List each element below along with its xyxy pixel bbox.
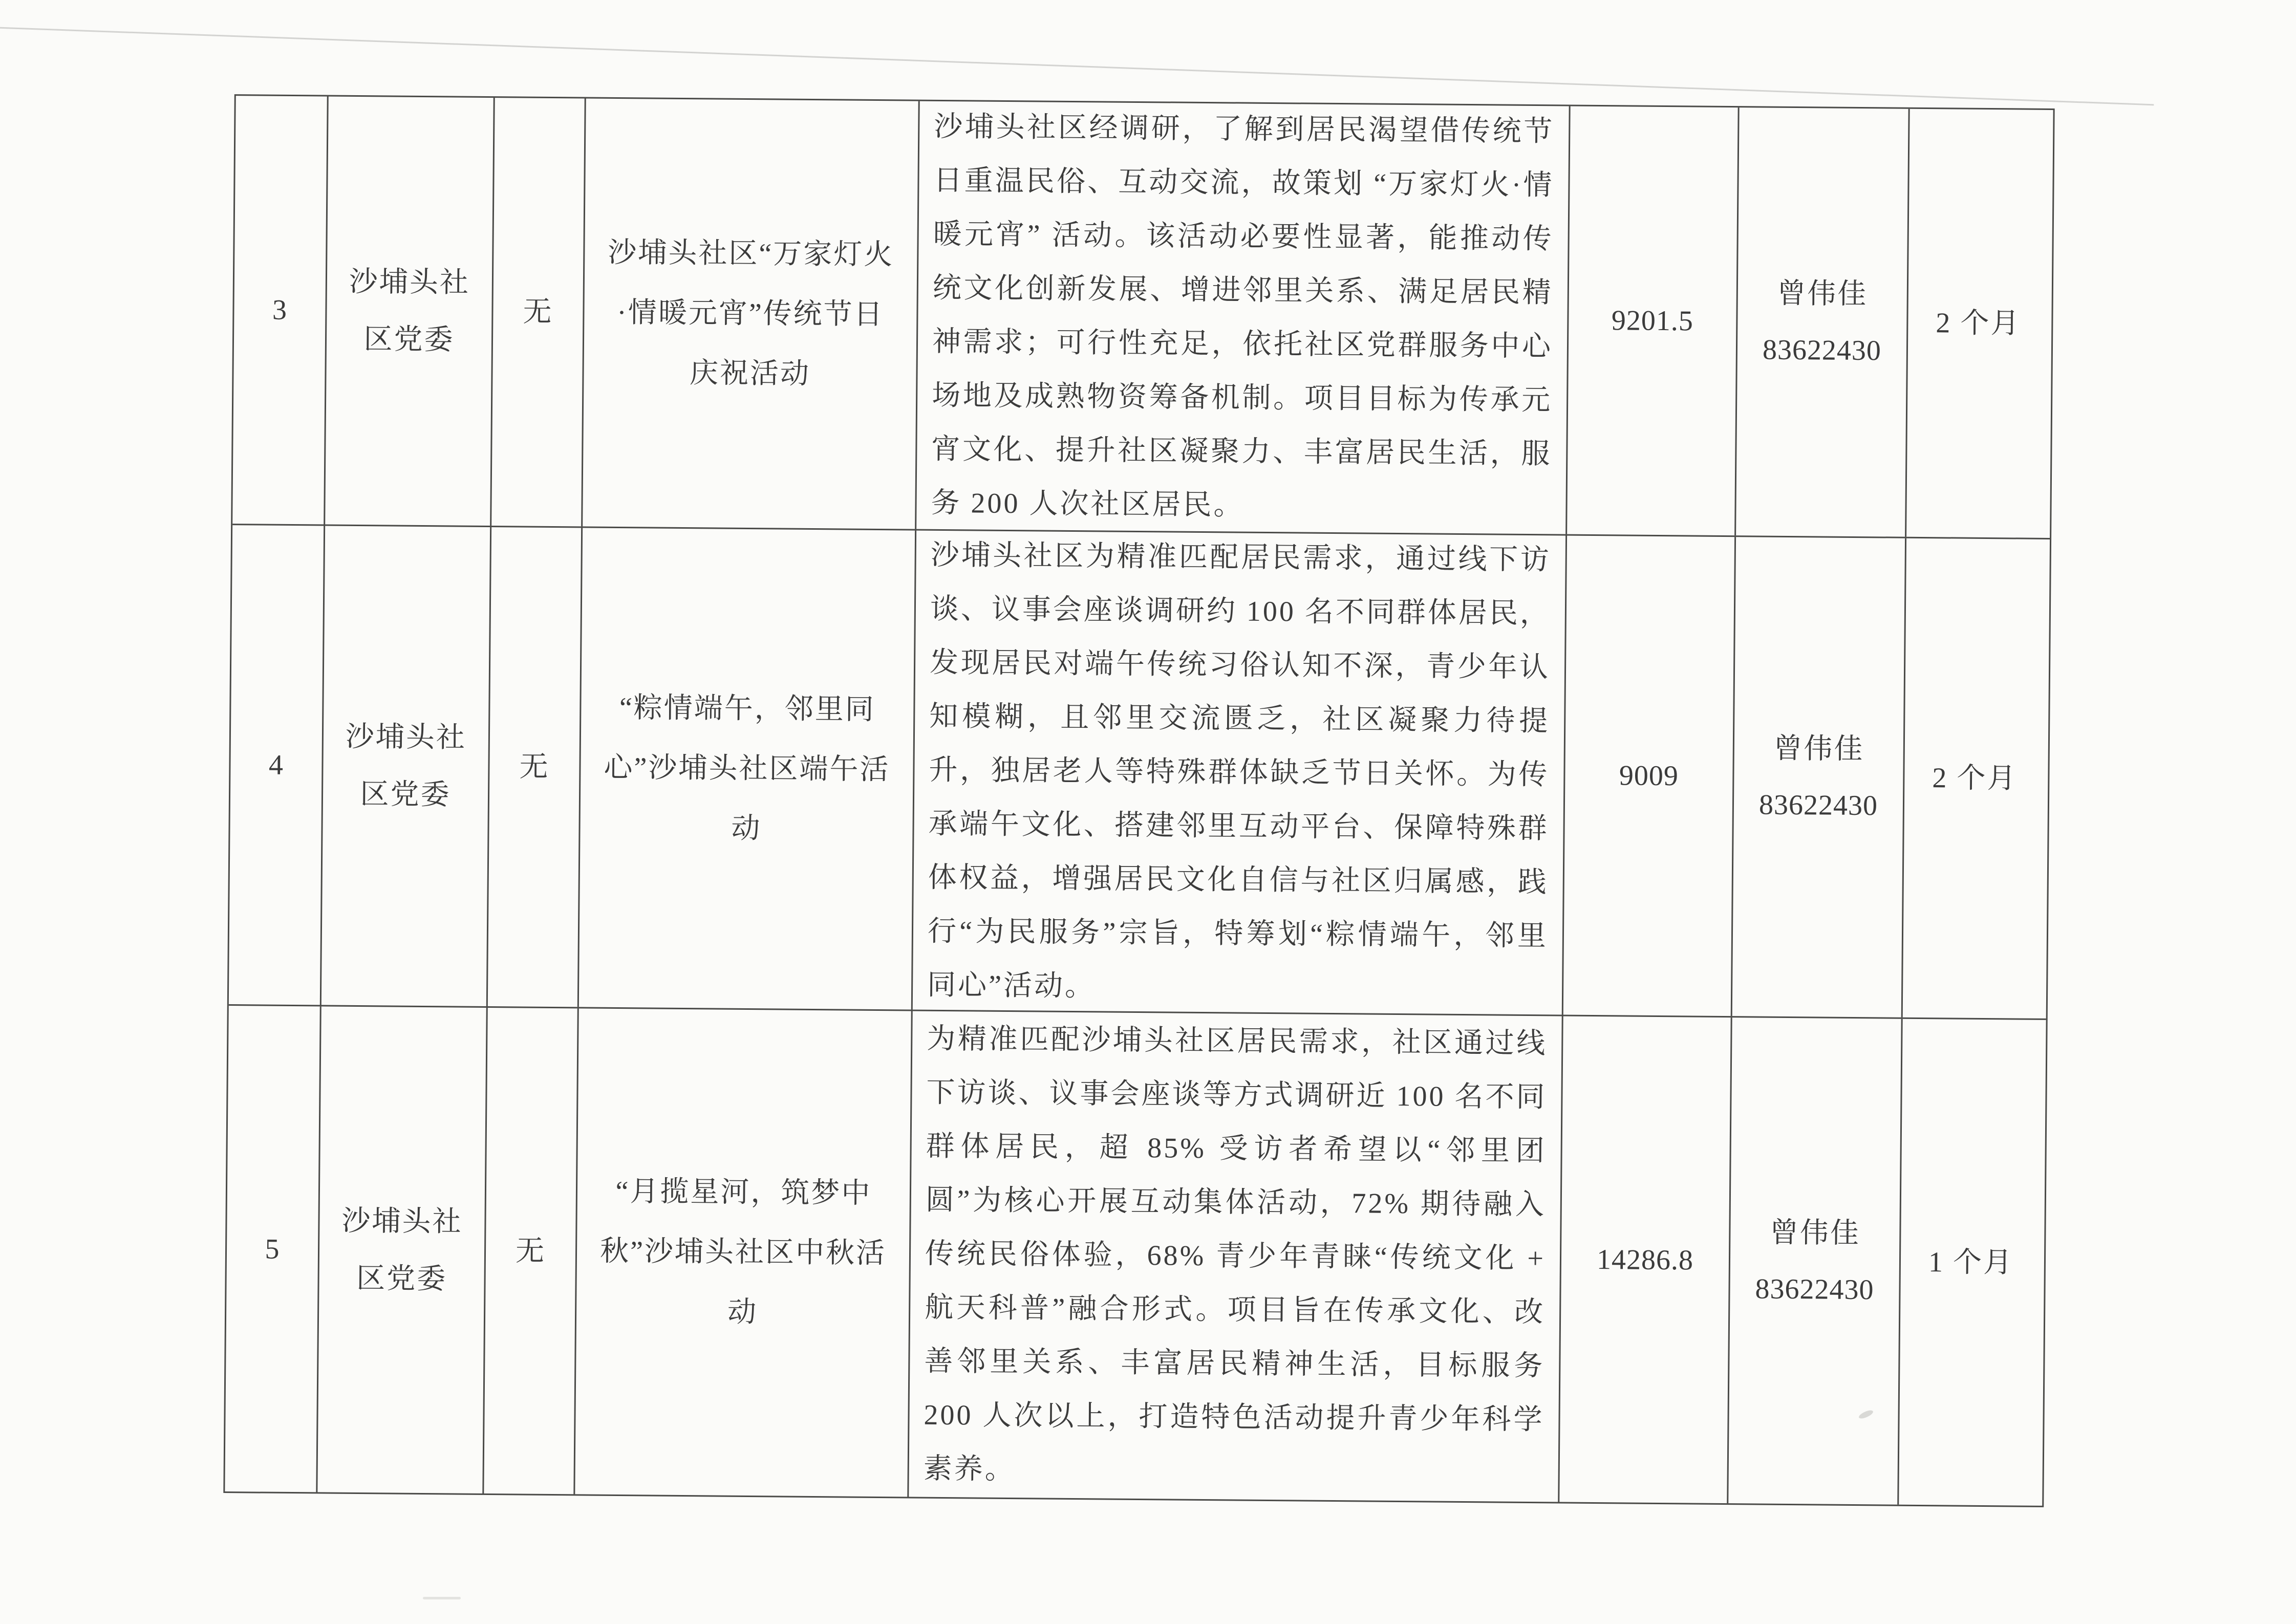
contact-name: 曾伟佳 [1769,1217,1861,1249]
contact-phone: 83622430 [1755,1272,1874,1306]
contact-name: 曾伟佳 [1777,277,1868,311]
amount-value: 9009 [1619,760,1679,792]
project-description: 沙埔头社区经调研，了解到居民渴望借传统节日重温民俗、互动交流，故策划 “万家灯火·情暖元宵” 活动。该活动必要性显著，能推动传统文化创新发展、增进邻里关系、满足居民精神需求；可行性充足，依托社区党群服务中心场地及成熟物资筹备机制。项目目标为传承元宵文化、提升社区凝聚力、丰富居民生活，服务 200 人次社区居民。 [931,111,1555,522]
contact-phone: 83622430 [1762,334,1882,367]
project-name-cell [577,528,915,1009]
amount-cell [1562,536,1734,1016]
projects-table [223,94,2054,1507]
partner-cell [486,527,581,1007]
project-description-cell [907,1011,1561,1502]
table-row [225,1004,2046,1506]
contact-phone: 83622430 [1758,789,1878,822]
row-number: 5 [265,1233,280,1265]
project-name-cell [581,98,918,529]
table-row [229,524,2050,1019]
amount-cell [1565,106,1738,536]
project-description: 为精准匹配沙埔头社区居民需求，社区通过线下访谈、议事会座谈等方式调研近 100 名不同群体居民，超 85% 受访者希望以“邻里团圆”为核心开展互动集体活动，72% 期待融入传统民俗体验，68% 青少年青睐“传统文化 + 航天科普”融合形式。项目旨在传承文化、改善邻里关系、丰富居民精神生活，目标服务 200 人次以上，打造特色活动提升青少年科学素养。 [923,1023,1548,1486]
duration-value: 2 个月 [1936,307,2021,340]
amount-cell [1558,1016,1730,1503]
duration-cell [1897,1019,2043,1506]
scan-artifact-smudge [423,1597,461,1599]
amount-value: 14286.8 [1596,1243,1694,1276]
contact-cell [1727,1017,1901,1505]
project-description: 沙埔头社区为精准匹配居民需求，通过线下访谈、议事会座谈调研约 100 名不同群体居民，发现居民对端午传统习俗认知不深，青少年认知模糊，且邻里交流匮乏，社区凝聚力待提升，独居老人等特殊群体缺乏节日关怀。为传承端午文化、搭建邻里互动平台、保障特殊群体权益，增强居民文化自信与社区归属感，践行“为民服务”宗旨，特筹划“粽情端午，邻里同心”活动。 [927,539,1551,1002]
duration-cell [1901,538,2047,1019]
project-name-cell [573,1008,911,1497]
amount-value: 9201.5 [1611,305,1694,337]
row-number: 4 [268,749,284,781]
contact-cell [1731,537,1905,1017]
project-description-cell [915,101,1569,534]
project-name: “月揽星河，筑梦中秋”沙埔头社区中秋活动 [599,1175,887,1329]
row-number-cell [229,525,324,1005]
contact-cell [1734,107,1908,537]
contact-name: 曾伟佳 [1773,732,1864,766]
duration-value: 1 个月 [1928,1246,2014,1279]
partner-value: 无 [523,296,553,328]
project-name: 沙埔头社区“万家灯火·情暖元宵”传统节日庆祝活动 [608,236,894,390]
duration-value: 2 个月 [1932,762,2018,795]
row-number-cell [232,96,327,524]
project-description-cell [911,531,1565,1015]
org-name: 沙埔头社区党委 [345,721,467,811]
partner-value: 无 [515,1235,546,1267]
org-cell [316,1006,486,1493]
org-cell [324,96,493,526]
partner-value: 无 [519,751,550,783]
row-number: 3 [272,294,288,326]
partner-cell [482,1008,577,1494]
org-cell [320,526,490,1006]
row-number-cell [225,1006,319,1492]
table-row [232,96,2053,538]
project-name: “粽情端午，邻里同心”沙埔头社区端午活动 [604,691,890,845]
org-name: 沙埔头社区党委 [341,1205,463,1295]
scan-artifact-diagonal-line [0,27,2154,105]
org-name: 沙埔头社区党委 [349,266,470,356]
partner-cell [490,98,585,526]
duration-cell [1905,109,2050,538]
